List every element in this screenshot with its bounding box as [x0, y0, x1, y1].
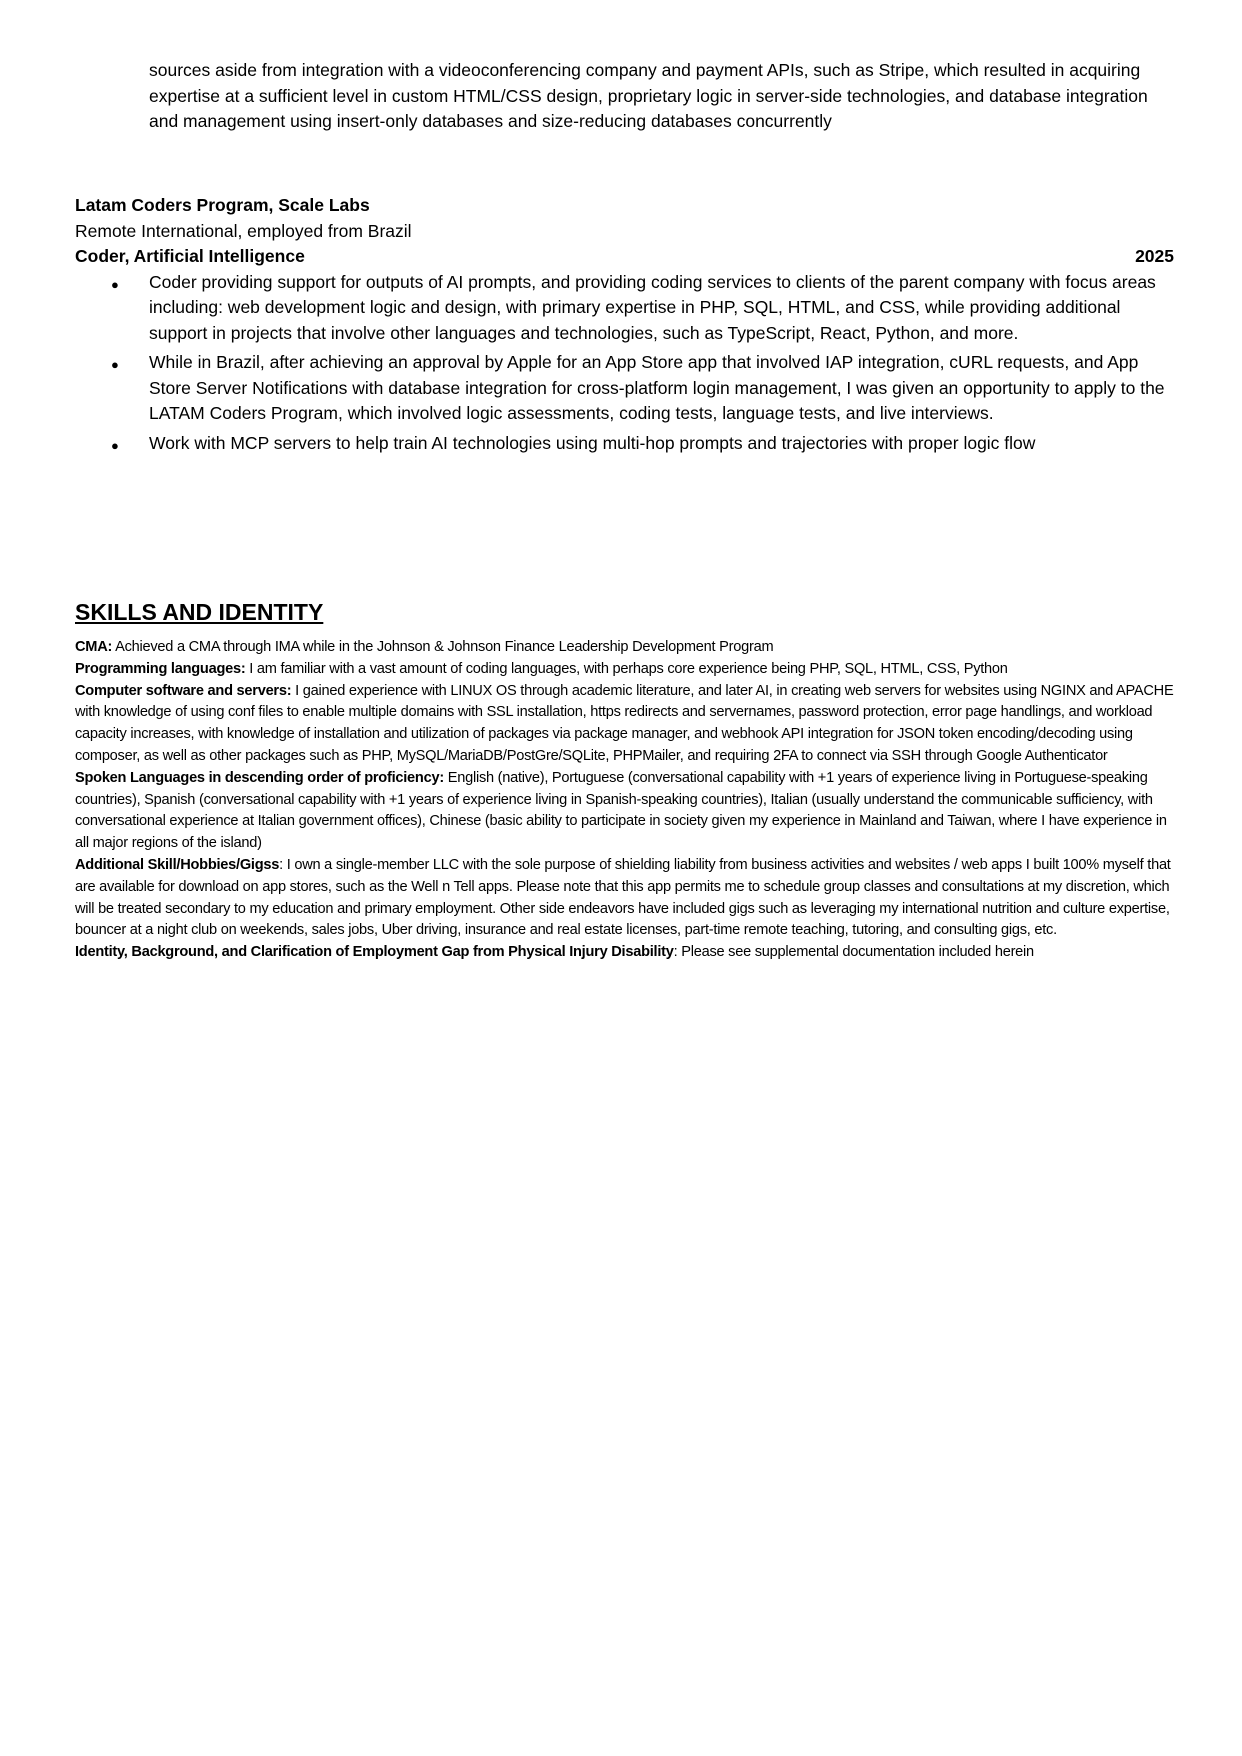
- skill-text: English (native), Portuguese (conversational capability with +1 years of experience living in Portuguese-speaking countries), Spanish (conversational capability with +1 years of experience living in Spanish-speaking countries), Italian (usually understand the communicable sufficiency, with conversational experience at Italian government offices), Chinese (basic ability to participate in society given my experience in Mainland and Taiwan, where I have experience in all major regions of the island): [75, 769, 1167, 852]
- skill-item-programming-languages: [75, 659, 1180, 681]
- job-location: Remote International, employed from Brazil: [75, 220, 412, 241]
- job-bullet: [75, 270, 1174, 347]
- skill-text: I am familiar with a vast amount of coding languages, with perhaps core experience being PHP, SQL, HTML, CSS, Python: [245, 660, 1008, 677]
- skill-item-identity-background: [75, 942, 1180, 964]
- skill-label: CMA:: [75, 639, 113, 655]
- skill-label: Computer software and servers:: [75, 682, 292, 699]
- job-title-row: [75, 244, 1174, 270]
- skill-text: I gained experience with LINUX OS through academic literature, and later AI, in creating web servers for websites using NGINX and APACHE with knowledge of using conf files to enable multiple domains with SSL installation, https redirects and servernames, password protection, error page handlings, and workload capacity increases, with knowledge of installation and utilization of packages via package manager, and webhook API integration for JSON token encoding/decoding using composer, as well as other packages such as PHP, MySQL/MariaDB/PostGre/SQLite, PHPMailer, and requiring 2FA to connect via SSH through Google Authenticator: [75, 682, 1174, 764]
- bullet-icon: ●: [111, 437, 119, 453]
- skill-item-software-servers: [75, 681, 1180, 768]
- job-company: Latam Coders Program, Scale Labs: [75, 195, 370, 215]
- skills-heading: SKILLS AND IDENTITY: [75, 599, 324, 625]
- job-bullet-text: While in Brazil, after achieving an approval by Apple for an App Store app that involved IAP integration, cURL requests, and App Store Server Notifications with database integration for cross-platform login management, I was given an opportunity to apply to the LATAM Coders Program, which involved logic assessments, coding tests, language tests, and live interviews.: [149, 352, 1165, 423]
- job-bullet: [75, 350, 1174, 427]
- bullet-icon: ●: [111, 276, 119, 292]
- bullet-icon: ●: [111, 357, 119, 372]
- job-bullet-text: Work with MCP servers to help train AI technologies using multi-hop prompts and trajectories with proper logic flow: [149, 432, 1036, 453]
- skill-label: Spoken Languages in descending order of proficiency:: [75, 769, 444, 786]
- job-year: 2025: [1135, 246, 1174, 266]
- skill-label: Programming languages:: [75, 660, 246, 677]
- skill-text: Achieved a CMA through IMA while in the Johnson & Johnson Finance Leadership Development Program: [112, 639, 774, 655]
- skill-item-cma: [75, 637, 1180, 659]
- job-entry: [75, 193, 1174, 460]
- intro-paragraph: sources aside from integration with a videoconferencing company and payment APIs, such as Stripe, which resulted in acquiring expertise at a sufficient level in custom HTML/CSS design, proprietary logic in server-side technologies, and database integration and management using insert-only databases and size-reducing databases concurrently: [149, 60, 1148, 131]
- job-bullet-text: Coder providing support for outputs of AI prompts, and providing coding services to clients of the parent company with focus areas including: web development logic and design, with primary expertise in PHP, SQL, HTML, and CSS, while providing additional support in projects that involve other languages and technologies, such as TypeScript, React, Python, and more.: [149, 271, 1156, 343]
- job-bullet: [75, 431, 1174, 457]
- skill-item-additional-skills: [75, 855, 1180, 942]
- job-title: Coder, Artificial Intelligence: [75, 246, 305, 266]
- skill-text: : I own a single-member LLC with the sole purpose of shielding liability from business activities and websites / web apps I built 100% myself that are available for download on app stores, such as the Well n Tell apps. Please note that this app permits me to schedule group classes and consultations at my discretion, which will be treated secondary to my education and primary employment. Other side endeavors have included gigs such as leveraging my international nutrition and culture expertise, bouncer at a night club on weekends, sales jobs, Uber driving, insurance and real estate licenses, part-time remote teaching, tutoring, and consulting gigs, etc.: [75, 856, 1171, 939]
- skill-text: : Please see supplemental documentation included herein: [673, 944, 1034, 961]
- skill-label: Additional Skill/Hobbies/Gigss: [75, 856, 280, 873]
- job-bullet-list: [75, 270, 1174, 457]
- skill-label: Identity, Background, and Clarification of Employment Gap from Physical Injury Disability: [75, 944, 674, 961]
- skills-list: [75, 637, 1180, 964]
- skill-item-spoken-languages: [75, 768, 1180, 855]
